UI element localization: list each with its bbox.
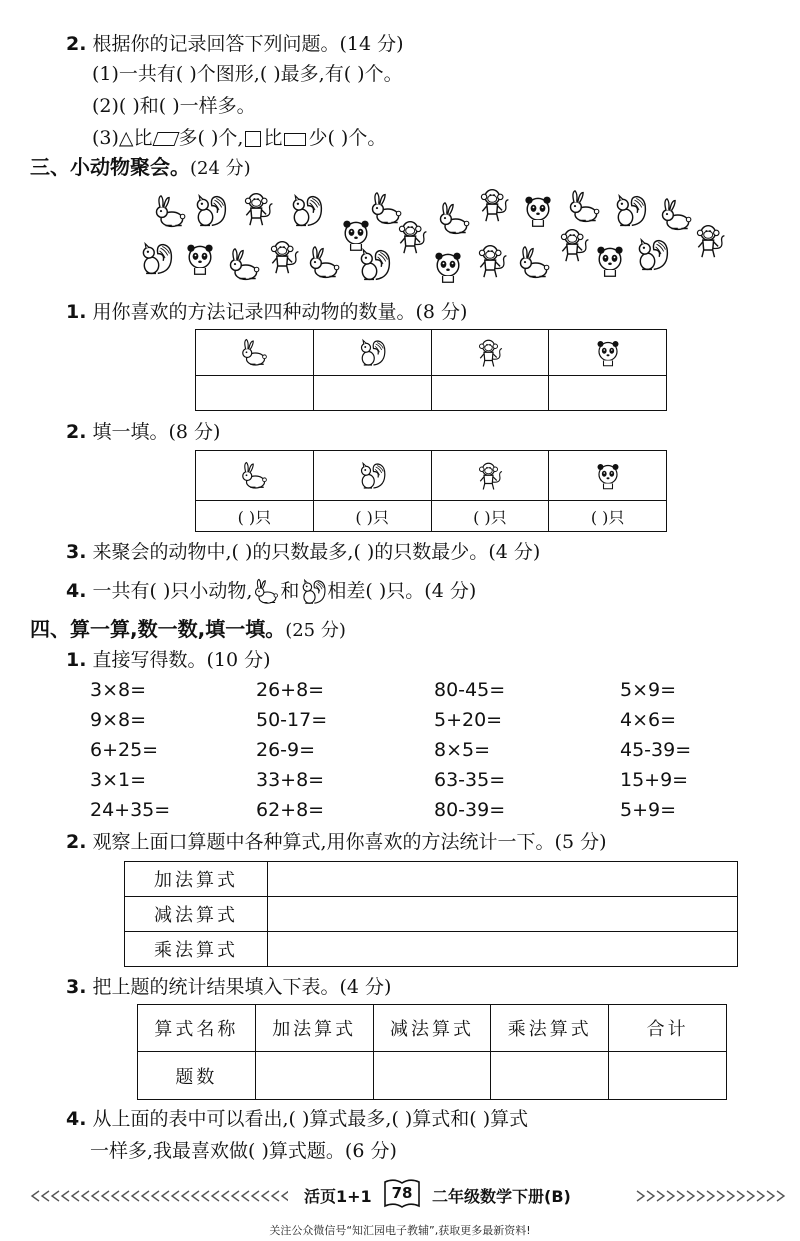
- squirrel-icon: [299, 577, 327, 607]
- panda-icon: [592, 242, 628, 280]
- rabbit-icon: [516, 244, 552, 282]
- answer-cell[interactable]: [196, 376, 314, 411]
- calc-item[interactable]: 9×8=: [90, 709, 147, 731]
- s3-question-4: [66, 577, 476, 607]
- s4-question-4-cont: [90, 1139, 397, 1163]
- answer-cell[interactable]: [549, 376, 667, 411]
- rabbit-icon: [226, 246, 262, 284]
- squirrel-icon: [138, 240, 174, 278]
- tally-cell[interactable]: [268, 862, 738, 897]
- question-text: 从上面的表中可以看出,( )算式最多,( )算式和( )算式: [92, 1108, 529, 1130]
- result-table: [137, 1004, 727, 1100]
- footer-note: 关注公众微信号“知汇园电子教辅”,获取更多最新资料!: [269, 1224, 531, 1237]
- question-number: 1.: [66, 301, 87, 323]
- footer-book-title: 二年级数学下册(B): [432, 1187, 571, 1206]
- squirrel-icon: [612, 192, 648, 230]
- answer-line-1: (1)一共有( )个图形,( )最多,有( )个。: [92, 63, 403, 85]
- tally-cell[interactable]: [268, 897, 738, 932]
- question-text: 来聚会的动物中,( )的只数最多,( )的只数最少。: [92, 541, 489, 563]
- calc-item[interactable]: 3×8=: [90, 679, 147, 701]
- calc-item[interactable]: 50-17=: [256, 709, 328, 731]
- question-number: 1.: [66, 649, 87, 671]
- answer-cell[interactable]: [255, 1052, 373, 1100]
- question-text: 直接写得数。: [92, 649, 207, 671]
- rabbit-icon: [239, 337, 269, 369]
- arrow-strip-icon: [30, 1189, 288, 1203]
- monkey-icon: [475, 460, 505, 492]
- question-points: (4 分): [424, 580, 477, 602]
- tally-cell[interactable]: [268, 932, 738, 967]
- calc-item[interactable]: 4×6=: [620, 709, 677, 731]
- calc-item[interactable]: 6+25=: [90, 739, 159, 761]
- question-points: (8 分): [415, 301, 468, 323]
- header-cell: [196, 330, 314, 376]
- s4-question-2: [66, 830, 607, 854]
- header-cell: [549, 330, 667, 376]
- header-cell: 加法算式: [255, 1005, 373, 1052]
- monkey-icon: [476, 186, 512, 224]
- squirrel-icon: [634, 236, 670, 274]
- monkey-icon: [556, 226, 592, 264]
- panda-icon: [182, 240, 218, 278]
- question-text: 填一填。: [92, 421, 169, 443]
- rabbit-icon: [658, 196, 694, 234]
- question-number: 3.: [66, 976, 87, 998]
- header-cell: 减法算式: [373, 1005, 491, 1052]
- rabbit-icon: [306, 244, 342, 282]
- header-cell: [196, 451, 314, 501]
- count-blank[interactable]: ( )只: [313, 501, 431, 532]
- rectangle-icon: [284, 133, 306, 146]
- calc-item[interactable]: 63-35=: [434, 769, 506, 791]
- tally-table: [124, 861, 738, 967]
- s3-question-1: [66, 300, 467, 324]
- rabbit-icon: [436, 200, 472, 238]
- count-blank[interactable]: ( )只: [549, 501, 667, 532]
- section-title-text: 三、小动物聚会。: [30, 155, 190, 179]
- answer-cell[interactable]: [313, 376, 431, 411]
- arrow-strip-icon: [636, 1189, 786, 1203]
- question-points: (5 分): [554, 831, 607, 853]
- monkey-icon: [475, 337, 505, 369]
- calc-item[interactable]: 80-39=: [434, 799, 506, 821]
- count-blank[interactable]: ( )只: [196, 501, 314, 532]
- question-text: 观察上面口算题中各种算式,用你喜欢的方法统计一下。: [92, 831, 555, 853]
- question-points: (8 分): [168, 421, 221, 443]
- answer-line-2: (2)( )和( )一样多。: [92, 95, 256, 117]
- line3-part-a: (3)△比: [92, 127, 153, 149]
- question-text: 一共有( )只小动物,: [92, 580, 253, 602]
- line3-part-b: 多( )个,: [178, 127, 244, 149]
- header-cell: 算式名称: [138, 1005, 256, 1052]
- panda-icon: [520, 192, 556, 230]
- s4-question-3: [66, 975, 391, 999]
- squirrel-icon: [356, 246, 392, 284]
- question-points: (4 分): [488, 541, 541, 563]
- monkey-icon: [692, 222, 728, 260]
- row-label: 题数: [138, 1052, 256, 1100]
- question-text: 和: [280, 580, 300, 602]
- monkey-icon: [266, 238, 302, 276]
- squirrel-icon: [288, 192, 324, 230]
- question-points: (6 分): [344, 1140, 397, 1162]
- answer-line-3: [92, 126, 386, 150]
- animal-record-table: [195, 329, 667, 411]
- calc-item[interactable]: 45-39=: [620, 739, 692, 761]
- line3-part-d: 少( )个。: [308, 127, 387, 149]
- calc-item[interactable]: 33+8=: [256, 769, 325, 791]
- panda-icon: [430, 248, 466, 286]
- footer-series: 活页1+1: [304, 1187, 372, 1206]
- question-text: 相差( )只。: [327, 580, 425, 602]
- question-number: 2.: [66, 421, 87, 443]
- section-points: (25 分): [285, 620, 346, 641]
- question-number: 3.: [66, 541, 87, 563]
- rabbit-icon: [152, 193, 188, 231]
- calc-item[interactable]: 3×1=: [90, 769, 147, 791]
- section-points: (24 分): [190, 158, 251, 179]
- calc-item[interactable]: 8×5=: [434, 739, 491, 761]
- question-number: 2.: [66, 33, 87, 55]
- header-cell: [431, 330, 549, 376]
- monkey-icon: [394, 218, 430, 256]
- answer-cell[interactable]: [431, 376, 549, 411]
- question-points: (10 分): [206, 649, 271, 671]
- question-text: 用你喜欢的方法记录四种动物的数量。: [92, 301, 416, 323]
- section-title-text: 四、算一算,数一数,填一填。: [30, 617, 286, 641]
- header-cell: [313, 451, 431, 501]
- question-2-heading: [66, 32, 404, 56]
- header-cell: 乘法算式: [491, 1005, 609, 1052]
- question-number: 4.: [66, 1108, 87, 1130]
- question-number: 4.: [66, 580, 87, 602]
- rabbit-icon: [566, 188, 602, 226]
- row-label: 加法算式: [125, 862, 268, 897]
- monkey-icon: [240, 190, 276, 228]
- calc-item[interactable]: 26-9=: [256, 739, 316, 761]
- animal-count-table: [195, 450, 667, 532]
- rabbit-icon: [252, 577, 280, 607]
- squirrel-icon: [357, 337, 387, 369]
- squirrel-icon: [192, 192, 228, 230]
- s3-question-3: [66, 540, 540, 564]
- section-3-title: [30, 154, 251, 182]
- footer-left-arrows: [30, 1188, 288, 1202]
- calc-item[interactable]: 5+20=: [434, 709, 503, 731]
- header-cell: [313, 330, 431, 376]
- footer-right-arrows: [636, 1188, 786, 1202]
- question-points: (4 分): [339, 976, 392, 998]
- answer-cell[interactable]: [373, 1052, 491, 1100]
- rabbit-icon: [239, 460, 269, 492]
- s4-question-1: [66, 648, 271, 672]
- calc-item[interactable]: 5×9=: [620, 679, 677, 701]
- panda-icon: [593, 337, 623, 369]
- question-text: 一样多,我最喜欢做( )算式题。: [90, 1140, 345, 1162]
- s4-question-4: [66, 1107, 528, 1131]
- squirrel-icon: [357, 460, 387, 492]
- count-blank[interactable]: ( )只: [431, 501, 549, 532]
- calc-item[interactable]: 26+8=: [256, 679, 325, 701]
- square-icon: [245, 131, 261, 147]
- calc-item[interactable]: 24+35=: [90, 799, 171, 821]
- calc-item[interactable]: 5+9=: [620, 799, 677, 821]
- header-cell: 合计: [609, 1005, 727, 1052]
- footer-page-badge: [382, 1178, 422, 1210]
- header-cell: [549, 451, 667, 501]
- question-text: 把上题的统计结果填入下表。: [92, 976, 340, 998]
- header-cell: [431, 451, 549, 501]
- row-label: 减法算式: [125, 897, 268, 932]
- calc-item[interactable]: 15+9=: [620, 769, 689, 791]
- question-number: 2.: [66, 831, 87, 853]
- parallelogram-icon: [152, 132, 179, 146]
- section-4-title: [30, 616, 346, 644]
- calc-item[interactable]: 80-45=: [434, 679, 506, 701]
- panda-icon: [593, 460, 623, 492]
- answer-cell[interactable]: [609, 1052, 727, 1100]
- row-label: 乘法算式: [125, 932, 268, 967]
- s3-question-2: [66, 420, 220, 444]
- calc-item[interactable]: 62+8=: [256, 799, 325, 821]
- question-points: (14 分): [339, 33, 404, 55]
- monkey-icon: [474, 242, 510, 280]
- line3-part-c: 比: [263, 127, 283, 149]
- page-number: 78: [391, 1184, 413, 1202]
- answer-cell[interactable]: [491, 1052, 609, 1100]
- question-text: 根据你的记录回答下列问题。: [92, 33, 340, 55]
